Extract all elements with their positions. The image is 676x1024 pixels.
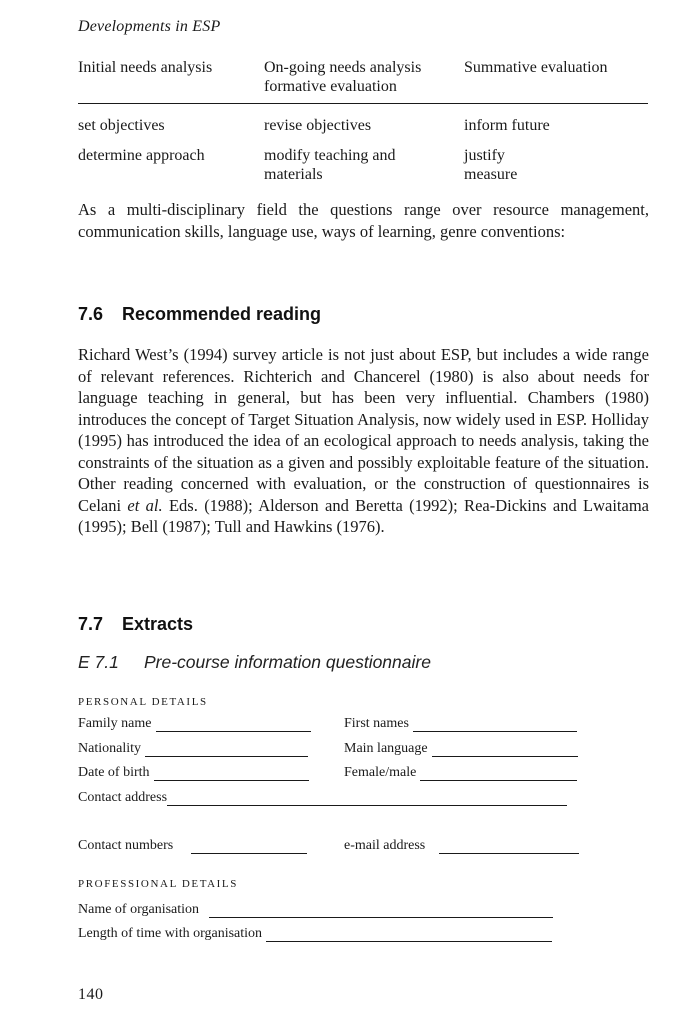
section-heading-7-6	[78, 304, 321, 325]
et-al-italic: et al.	[127, 495, 163, 515]
field-blank[interactable]	[209, 903, 553, 918]
page-number: 140	[78, 986, 104, 1003]
table-cell: revise objectives	[264, 117, 372, 134]
female-male-field[interactable]	[344, 765, 577, 781]
table-header-row	[78, 58, 648, 102]
personal-details-heading: PERSONAL DETAILS	[78, 696, 208, 708]
field-label: Name of organisation	[78, 902, 200, 917]
table-cell: determine approach	[78, 147, 205, 164]
field-label: Nationality	[78, 741, 141, 756]
field-blank[interactable]	[266, 927, 552, 942]
evaluation-table	[78, 58, 648, 183]
field-label: Main language	[344, 741, 428, 756]
section-title: Recommended reading	[122, 304, 322, 324]
field-blank[interactable]	[167, 791, 567, 806]
contact-address-field[interactable]	[78, 790, 567, 806]
field-blank[interactable]	[432, 742, 578, 757]
field-blank[interactable]	[439, 839, 579, 854]
extract-name: Pre-course information questionnaire	[144, 652, 431, 672]
section-title: Extracts	[122, 614, 194, 634]
field-blank[interactable]	[145, 742, 308, 757]
table-header-cell: Summative evaluation	[464, 59, 608, 76]
date-of-birth-field[interactable]	[78, 765, 309, 781]
field-label: Female/male	[344, 765, 417, 780]
section-heading-7-7	[78, 614, 193, 635]
table-row	[78, 116, 648, 138]
field-label: Length of time with organisation	[78, 926, 263, 941]
table-row	[78, 146, 648, 188]
field-label: Contact numbers	[78, 838, 174, 853]
family-name-field[interactable]	[78, 716, 311, 732]
running-head: Developments in ESP	[78, 18, 221, 35]
table-header-cell: On-going needs analysis formative evaluation	[264, 59, 422, 95]
field-blank[interactable]	[156, 717, 311, 732]
first-names-field[interactable]	[344, 716, 577, 732]
professional-details-heading: PROFESSIONAL DETAILS	[78, 878, 238, 890]
field-label: Contact address	[78, 790, 168, 805]
table-cell: modify teaching and materials	[264, 147, 396, 183]
field-label: e-mail address	[344, 838, 426, 853]
field-blank[interactable]	[154, 766, 309, 781]
recommended-reading-paragraph: Richard West’s (1994) survey article is not just about ESP, but includes a wide range of relevant references. Richterich and Chancerel (1980) is also about needs for language teaching in general, but has been very influential. Chambers (1980) introduces the concept of Target Situation Analysis, now widely used in ESP. Holliday (1995) has introduced the idea of an ecological approach to needs analysis, taking the constraints of the situation as a given and possibly exploitable feature of the situation. Other reading concerned with evaluation, or the construction of questionnaires is Celani et al. Eds. (1988); Alderson and Beretta (1992); Rea-Dickins and Lwaitama (1995); Bell (1987); Tull and Hawkins (1976).	[78, 345, 650, 536]
field-blank[interactable]	[420, 766, 577, 781]
intro-paragraph: As a multi-disciplinary field the questions range over resource management, communication skills, language use, ways of learning, genre conventions:	[78, 200, 649, 241]
length-of-time-field[interactable]	[78, 926, 552, 942]
contact-numbers-field[interactable]	[78, 838, 307, 854]
field-label: First names	[344, 716, 409, 731]
table-cell: justify measure	[464, 147, 518, 183]
main-language-field[interactable]	[344, 741, 578, 757]
field-blank[interactable]	[191, 839, 307, 854]
field-label: Family name	[78, 716, 152, 731]
table-cell: inform future	[464, 117, 550, 134]
extract-title	[78, 652, 431, 673]
field-blank[interactable]	[413, 717, 577, 732]
extract-code: E 7.1	[78, 652, 119, 672]
section-number: 7.6	[78, 304, 104, 324]
email-address-field[interactable]	[344, 838, 579, 854]
name-of-organisation-field[interactable]	[78, 902, 553, 918]
section-number: 7.7	[78, 614, 104, 634]
nationality-field[interactable]	[78, 741, 308, 757]
table-rule	[78, 103, 648, 104]
table-header-cell: Initial needs analysis	[78, 59, 213, 76]
table-cell: set objectives	[78, 117, 165, 134]
field-label: Date of birth	[78, 765, 150, 780]
